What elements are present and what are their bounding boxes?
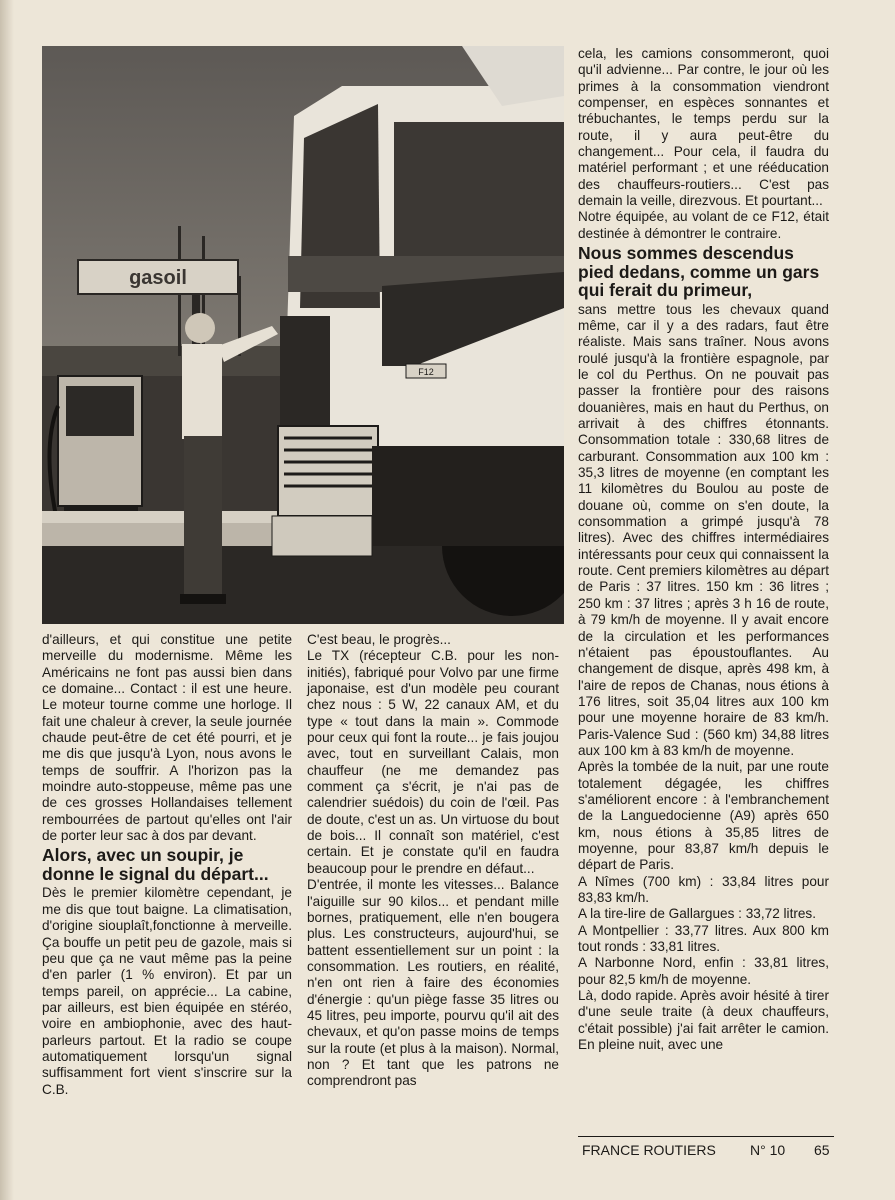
- article-column-middle: [307, 632, 559, 1090]
- issue-number: N° 10: [750, 1142, 786, 1158]
- paragraph: d'ailleurs, et qui constitue une petite merveille du modernisme. Même les Américains ne font pas aussi bien dans ce domaine... Contact : il est une heure. Le moteur tourne comme une horloge. Il fait une chaleur à crever, la seule journée chaude peut-être de cet été pourri, et je me dis que jusqu'à Lyon, nous avons le temps de souffrir. A l'horizon pas la moindre auto-stoppeuse, même pas une de ces grosses Hollandaises tellement rembourrées de partout qu'elles ont l'air de porter leur sac à dos par devant.: [42, 632, 292, 844]
- paragraph: A Nîmes (700 km) : 33,84 litres pour 83,83 km/h.: [578, 873, 829, 905]
- paragraph: Le TX (récepteur C.B. pour les non-initiés), fabriqué pour Volvo par une firme japonaise, est d'un modèle peu courant chez nous : 5 W, 22 canaux AM, et du type « tout dans la main ». Commode pour ceux qui font la route... je fais joujou avec, tout en surveillant Calais, mon chauffeur (ne me demandez pas comment ça s'écrit, je n'ai pas de calendrier suédois) du coin de l'œil. Pas de doute, c'est un as. Un virtuose du bout de bois... Il connaît son matériel, c'est certain. Et je constate qu'il en faudra beaucoup pour le prendre en défaut...: [307, 648, 559, 876]
- truck-refueling-illustration: [42, 46, 564, 624]
- article-column-right: [578, 46, 829, 1053]
- section-heading: Nous sommes descendus pied dedans, comme un gars qui ferait du primeur,: [578, 243, 820, 301]
- paragraph: A la tire-lire de Gallargues : 33,72 litres.: [578, 906, 817, 922]
- truck-badge: F12: [418, 367, 434, 377]
- article-column-left: [42, 632, 292, 1098]
- gasoil-sign: gasoil: [129, 267, 187, 289]
- paragraph: C'est beau, le progrès...: [307, 632, 451, 647]
- paragraph: Dès le premier kilomètre cependant, je me dis que tout baigne. La climatisation, d'origine siouplaît,fonctionne à merveille. Ça bouffe un petit peu de gazole, mais si peu que ça ne vaut même pas la peine d'en parler (1 % environ). Et par un temps pareil, on apprécie... La cabine, par ailleurs, est bien équipée en stéréo, voire en ambiophonie, avec des haut-parleurs partout. Et la radio se coupe automatiquement lorsqu'un signal suffisamment fort vient s'inscrire sur la C.B.: [42, 885, 292, 1097]
- paragraph: Là, dodo rapide. Après avoir hésité à tirer d'une seule traite (à deux chauffeurs, c'était possible) j'ai fait arrêter le camion. En pleine nuit, avec une: [578, 988, 829, 1053]
- paragraph: Après la tombée de la nuit, par une route totalement dégagée, les chiffres s'améliorent encore : à l'embranchement de la Languedocienne (A9) après 650 km, nous étions à 35,85 litres de moyenne, pour 83,87 km/h depuis le départ de Paris.: [578, 759, 829, 873]
- section-heading: Alors, avec un soupir, je donne le signal du départ...: [42, 845, 269, 884]
- magazine-name: FRANCE ROUTIERS: [582, 1142, 716, 1158]
- paragraph: sans mettre tous les chevaux quand même, car il y a des radars, faut être réaliste. Mais sans traîner. Nous avons roulé jusqu'à la frontière espagnole, par le col du Perthus. On ne pouvait pas passer la frontière pour des raisons douanières, mais en haut du Perthus, on arrivait à des chiffres étonnants. Consommation totale : 330,68 litres de carburant. Consommation aux 100 km : 35,3 litres de moyenne (en comptant les 11 kilomètres du Boulou au poste de douane où, comme on s'en doute, la consommation a grimpé jusqu'à 78 litres). Avec des chiffres intermédiaires intéressants pour ceux qui connaissent la route. Cent premiers kilomètres au départ de Paris : 37 litres. 150 km : 36 litres ; 250 km : 37 litres ; après 3 h 16 de route, à 79 km/h de moyenne. Il y avait encore de la circulation et les performances n'étaient pas époustouflantes. Au changement de disque, après 498 km, à l'aire de repos de Chanas, nous étions à 176 litres, soit 35,04 litres aux 100 km pour une moyenne horaire de 83 km/h. Paris-Valence Sud : (560 km) 34,88 litres aux 100 km à 83 km/h de moyenne.: [578, 301, 829, 758]
- paragraph: cela, les camions consommeront, quoi qu'il advienne... Par contre, le jour où les primes à la consommation viendront compenser, en espèces sonnantes et trébuchantes, le temps perdu sur la route, il y aura peut-être du changement... Pour cela, il faudra du matériel performant ; et une rééducation des chauffeurs-routiers... C'est pas demain la veille, direzvous. Et pourtant...: [578, 46, 829, 209]
- truck-photo: [42, 46, 564, 624]
- page-number: 65: [814, 1142, 830, 1158]
- paragraph: Notre équipée, au volant de ce F12, était destinée à démontrer le contraire.: [578, 209, 829, 241]
- page-footer: [578, 1136, 834, 1165]
- page-edge: [0, 0, 14, 1200]
- paragraph: A Narbonne Nord, enfin : 33,81 litres, pour 82,5 km/h de moyenne.: [578, 955, 829, 987]
- paragraph: D'entrée, il monte les vitesses... Balance l'aiguille sur 90 kilos... et pendant mille bornes, pratiquement, elle n'en bougera plus. Les constructeurs, aujourd'hui, se battent essentiellement sur un point : la consommation. Les routiers, en réalité, n'en ont rien à faire des économies d'énergie : qu'un piège fasse 35 litres ou 45 litres, peu importe, pourvu qu'il ait des chevaux, et qu'on passe moins de temps sur la route (et plus à la maison). Normal, non ? Et tant que les patrons ne comprendront pas: [307, 877, 559, 1089]
- paragraph: A Montpellier : 33,77 litres. Aux 800 km tout ronds : 33,81 litres.: [578, 922, 829, 955]
